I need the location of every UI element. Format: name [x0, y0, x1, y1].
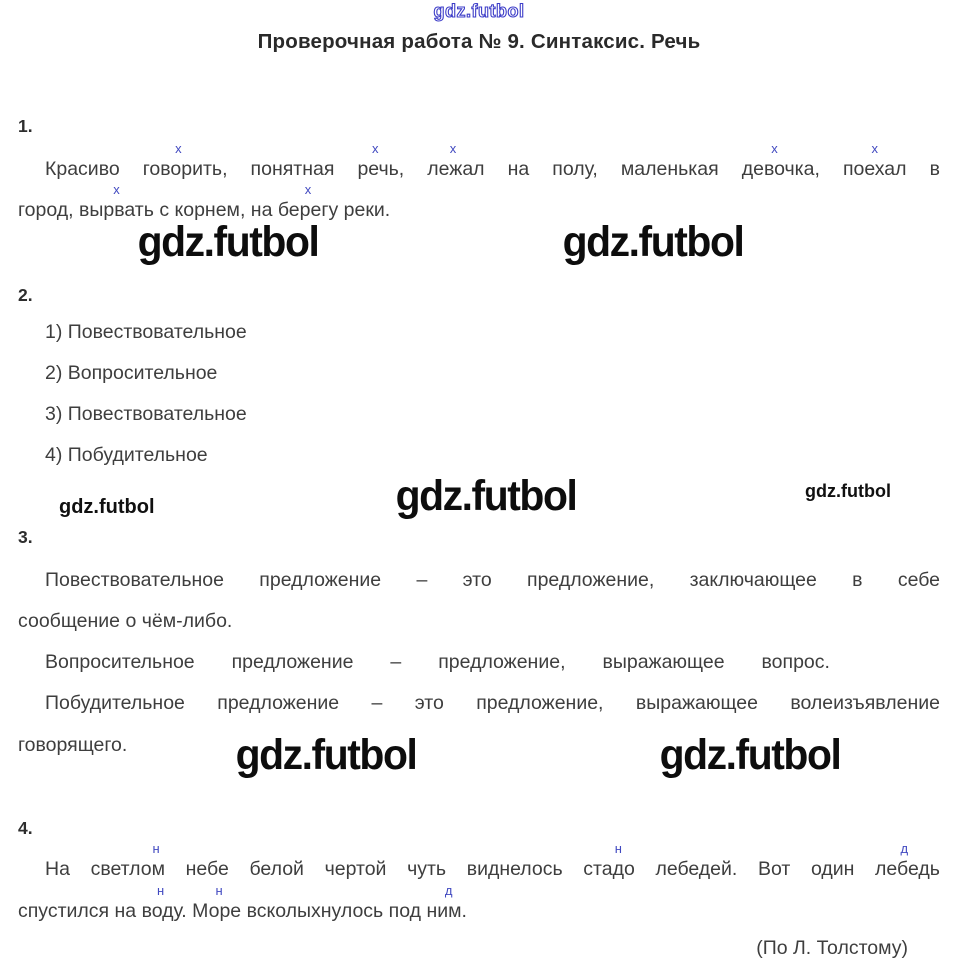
- word: На: [45, 858, 70, 880]
- section-4-number: 4.: [18, 818, 33, 838]
- word: сообщение: [18, 610, 121, 632]
- word: это: [414, 692, 444, 714]
- section-3-paragraph-2: [18, 650, 830, 674]
- word: –: [390, 651, 402, 673]
- watermark-top-outline: gdz.futbol: [433, 1, 525, 21]
- page-title: Проверочная работа № 9. Синтаксис. Речь: [257, 30, 701, 53]
- word: речь, х: [357, 141, 405, 180]
- word: берегу х: [277, 182, 339, 221]
- word: чём-либо.: [141, 610, 233, 632]
- syntax-mark: х: [175, 141, 182, 156]
- section-1-line-2: [18, 182, 940, 222]
- word: Море н: [192, 883, 242, 922]
- syntax-mark: х: [113, 182, 120, 197]
- word: это: [462, 569, 492, 591]
- word: полу,: [552, 158, 598, 180]
- syntax-mark: д: [444, 883, 453, 898]
- syntax-mark: н: [156, 883, 165, 898]
- word: на: [507, 158, 530, 180]
- watermark-small: gdz.futbol: [59, 496, 155, 518]
- word: один: [810, 858, 855, 880]
- word: о: [125, 610, 137, 632]
- word: чуть: [407, 858, 447, 880]
- watermark-large: gdz.futbol: [235, 731, 417, 779]
- word: с: [159, 199, 170, 221]
- watermark-large: gdz.futbol: [137, 218, 319, 266]
- word: корнем,: [174, 199, 246, 221]
- syntax-mark: х: [871, 141, 878, 156]
- word: светлом н: [90, 841, 166, 880]
- word: лебедь д: [875, 841, 940, 880]
- word: стадо н: [583, 841, 635, 880]
- word: на: [114, 900, 137, 922]
- word: –: [371, 692, 383, 714]
- word: Побудительное: [45, 692, 185, 714]
- answer-item-2: 2) Вопросительное: [45, 362, 218, 384]
- word: предложение: [231, 651, 354, 673]
- word: Красиво: [45, 158, 120, 180]
- section-3-paragraph-3-line-1: [18, 691, 940, 715]
- word: выражающее: [602, 651, 725, 673]
- watermark-large: gdz.futbol: [659, 731, 841, 779]
- syntax-mark: н: [215, 883, 223, 898]
- watermark-large: gdz.futbol: [562, 218, 744, 266]
- syntax-mark: х: [371, 141, 379, 156]
- word: предложение: [217, 692, 340, 714]
- word: город,: [18, 199, 74, 221]
- word: под: [388, 900, 422, 922]
- section-3-number: 3.: [18, 527, 33, 547]
- word: чертой: [324, 858, 387, 880]
- word: маленькая: [620, 158, 719, 180]
- word: предложение,: [527, 569, 655, 591]
- word: небе: [185, 858, 229, 880]
- word: говорить, х: [142, 141, 228, 180]
- word: предложение,: [476, 692, 604, 714]
- section-1-number: 1.: [18, 116, 33, 136]
- word: лебедей.: [655, 858, 738, 880]
- syntax-mark: х: [771, 141, 778, 156]
- word: предложение: [259, 569, 382, 591]
- word: вырвать х: [79, 182, 154, 221]
- word: виднелось: [466, 858, 563, 880]
- word: спустился: [18, 900, 110, 922]
- section-3-paragraph-3-line-2: [18, 733, 940, 757]
- answer-item-4: 4) Побудительное: [45, 444, 208, 466]
- syntax-mark: х: [449, 141, 457, 156]
- word: девочка, х: [741, 141, 820, 180]
- word: –: [416, 569, 428, 591]
- word: Вот: [757, 858, 791, 880]
- word: белой: [249, 858, 304, 880]
- word: говорящего.: [18, 734, 128, 756]
- word: Повествовательное: [45, 569, 224, 591]
- word: Вопросительное: [45, 651, 195, 673]
- section-3-paragraph-1-line-2: [18, 609, 940, 633]
- watermark-large: gdz.futbol: [395, 472, 577, 520]
- word: предложение,: [438, 651, 566, 673]
- answer-item-1: 1) Повествовательное: [45, 321, 247, 343]
- word: реки.: [343, 199, 391, 221]
- answer-item-3: 3) Повествовательное: [45, 403, 247, 425]
- word: себе: [897, 569, 940, 591]
- section-3-paragraph-1-line-1: [18, 568, 940, 592]
- word: волеизъявление: [790, 692, 940, 714]
- word: поехал х: [842, 141, 907, 180]
- word: понятная: [250, 158, 335, 180]
- word: лежал х: [427, 141, 485, 180]
- word: заключающее: [689, 569, 817, 591]
- word: на: [250, 199, 273, 221]
- word: выражающее: [635, 692, 758, 714]
- word: в: [929, 158, 940, 180]
- section-4-line-1: [18, 841, 940, 881]
- watermark-small: gdz.futbol: [805, 481, 891, 501]
- word: всколыхнулось: [246, 900, 384, 922]
- syntax-mark: н: [152, 841, 160, 856]
- section-4-line-2: [18, 883, 940, 923]
- word: воду. н: [141, 883, 187, 922]
- word: вопрос.: [761, 651, 830, 673]
- syntax-mark: н: [614, 841, 622, 856]
- section-1-line-1: [18, 141, 940, 181]
- section-2-number: 2.: [18, 285, 33, 305]
- syntax-mark: х: [304, 182, 312, 197]
- syntax-mark: д: [900, 841, 909, 856]
- word: ним. д: [426, 883, 467, 922]
- word: в: [852, 569, 863, 591]
- attribution: (По Л. Толстому): [756, 937, 908, 959]
